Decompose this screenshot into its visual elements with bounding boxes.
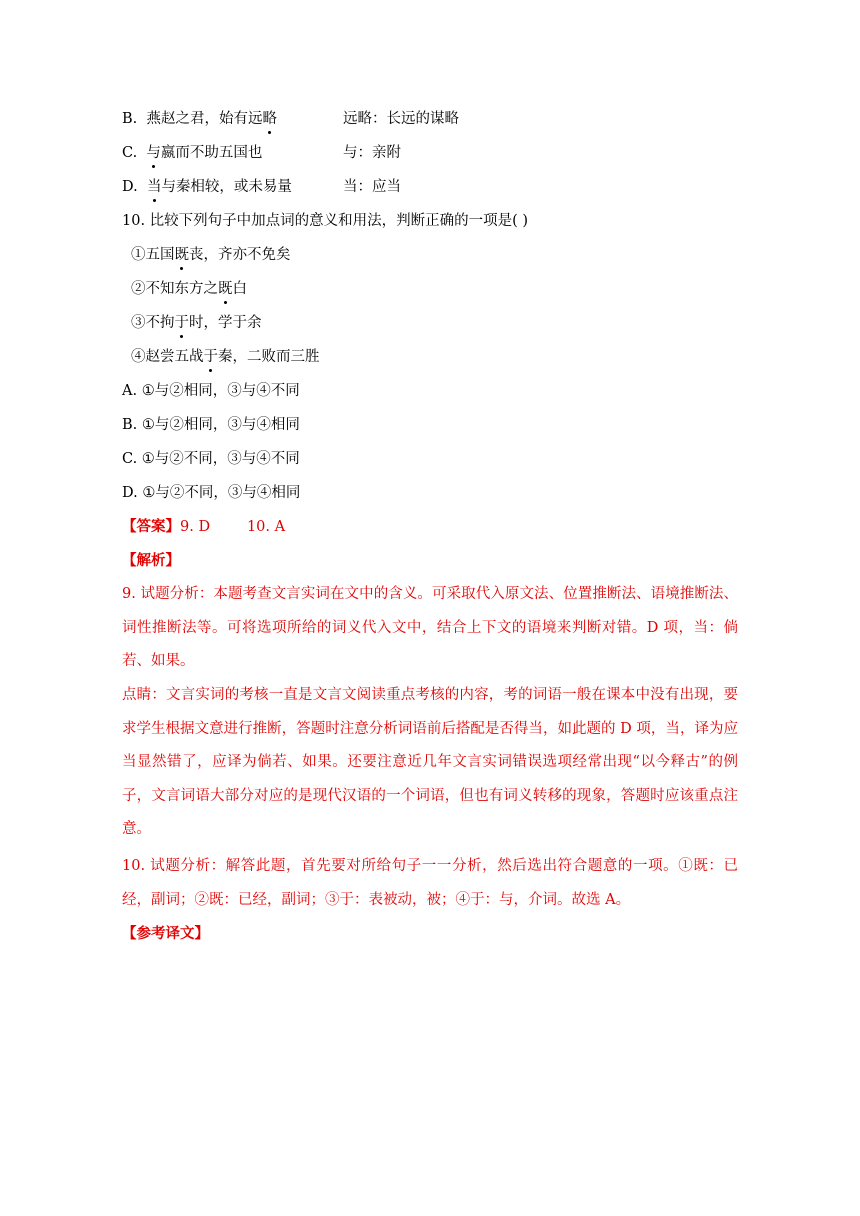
- option-c-gloss: 与：亲附: [343, 145, 401, 161]
- q10-item-1: ①五国既丧，齐亦不免矣: [131, 247, 291, 263]
- q10-option-b: B. ①与②相同，③与④相同: [122, 417, 300, 433]
- analysis-9-paragraph: 9. 试题分析：本题考查文言实词在文中的含义。可采取代入原文法、位置推断法、语境推断法、词性推断法等。可将选项所给的词义代入文中，结合上下文的语境来判断对错。D 项，当：倘若、如果。: [122, 586, 738, 669]
- answer-row: [122, 517, 285, 537]
- option-c-dotted-char: 与: [146, 145, 161, 161]
- option-b-row: B. 燕赵之君，始有远略: [122, 111, 277, 127]
- q10-item-2: ②不知东方之既白: [131, 281, 247, 297]
- option-d-gloss: 当：应当: [343, 179, 401, 195]
- analysis-10-paragraph: 10. 试题分析：解答此题，首先要对所给句子一一分析，然后选出符合题意的一项。①既：已经，副词；②既：已经，副词；③于：表被动，被；④于：与，介词。故选 A。: [122, 858, 738, 908]
- option-b-gloss: 远略：长远的谋略: [343, 111, 459, 127]
- analysis-label: 【解析】: [122, 552, 180, 569]
- dianjing-paragraph: 点睛：文言实词的考核一直是文言文阅读重点考核的内容，考的词语一般在课本中没有出现，要求学生根据文意进行推断，答题时注意分析词语前后搭配是否得当，如此题的 D 项，当，译为应当显然错了，应译为倘若、如果。还要注意近几年文言实词错误选项经常出现“以今释古”的例子，文言词语大部分对应的是现代汉语的一个词语，但也有词义转移的现象，答题时应该重点注意。: [122, 687, 738, 837]
- option-d-dotted-char: 当: [146, 179, 162, 195]
- question-10-stem: 10. 比较下列句子中加点词的意义和用法，判断正确的一项是( ): [122, 213, 529, 229]
- q10-item-2-dotted-char: 既: [218, 281, 233, 297]
- q10-option-d: D. ①与②不同，③与④相同: [122, 485, 301, 501]
- option-c-row: C. 与嬴而不助五国也: [122, 145, 263, 161]
- answer-text: 9. D 10. A: [180, 519, 286, 535]
- q10-item-4: ④赵尝五战于秦，二败而三胜: [131, 349, 320, 365]
- option-b-sentence-pre: 燕赵之君，始有远: [146, 111, 263, 127]
- translation-label: 【参考译文】: [122, 925, 209, 942]
- q10-option-a: A. ①与②相同，③与④不同: [122, 383, 300, 399]
- option-c-sentence-post: 嬴而不助五国也: [160, 145, 263, 161]
- option-c-id: C: [122, 145, 133, 161]
- q10-option-c: C. ①与②不同，③与④不同: [122, 451, 300, 467]
- option-d-row: D. 当与秦相较，或未易量: [122, 179, 292, 195]
- option-d-id: D: [122, 179, 134, 195]
- q10-item-3-dotted-char: 于: [174, 315, 189, 331]
- q10-item-4-dotted-char: 于: [203, 349, 218, 365]
- option-b-id: B: [122, 111, 133, 127]
- q10-item-1-dotted-char: 既: [174, 247, 189, 263]
- option-d-sentence-post: 与秦相较，或未易量: [161, 179, 292, 195]
- answer-label: 【答案】: [122, 518, 180, 535]
- option-b-dotted-char: 略: [262, 111, 277, 127]
- q10-item-3: ③不拘于时，学于余: [131, 315, 262, 331]
